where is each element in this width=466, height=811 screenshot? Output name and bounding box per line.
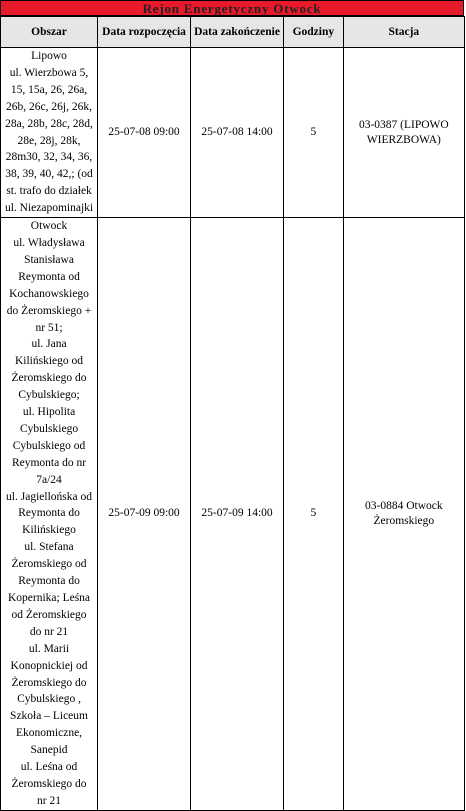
- area-line: ul. Leśna od: [20, 761, 78, 774]
- area-line: 7a/24: [36, 473, 62, 486]
- area-line: Kilińskiego od: [14, 355, 84, 368]
- end-date-cell: 25-07-09 14:00: [191, 218, 284, 811]
- header-end-date: Data zakończenie: [191, 17, 284, 48]
- area-line: Otwock: [30, 220, 68, 233]
- area-line: Lipowo: [31, 50, 67, 62]
- header-hours: Godziny: [284, 17, 344, 48]
- station-cell: 03-0387 (LIPOWO WIERZBOWA): [343, 48, 464, 218]
- area-line: Kochanowskiego: [9, 287, 89, 300]
- area-line: st. trafo do działek: [6, 185, 92, 198]
- area-line: Sanepid: [30, 744, 68, 757]
- area-cell: [1, 218, 98, 811]
- area-line: 28a, 28b, 28c, 28d,: [5, 117, 93, 130]
- area-line: 28m30, 32, 34, 36,: [5, 151, 93, 164]
- area-line: ul. Jagiellońska od: [6, 490, 92, 503]
- area-line: nr 21: [37, 794, 61, 807]
- area-line: Reymonta do: [18, 575, 80, 588]
- area-cell: [1, 48, 98, 218]
- area-line: 38, 39, 40, 42,; (od: [5, 168, 93, 181]
- area-line: Cybulskiego: [19, 422, 79, 435]
- area-line: ul. Hipolita: [22, 406, 76, 419]
- header-row: [1, 17, 465, 48]
- area-line: ul. Wierzbowa 5,: [9, 66, 89, 79]
- area-line: Żeromskiego do: [11, 777, 87, 790]
- area-line: Żeromskiego od: [11, 558, 87, 571]
- area-line: nr 51;: [35, 321, 63, 334]
- hours-cell: 5: [284, 218, 344, 811]
- area-line: Reymonta do: [18, 507, 80, 520]
- area-line: Reymonta od: [18, 270, 80, 283]
- header-station: Stacja: [343, 17, 464, 48]
- area-line: Kopernika; Leśna: [7, 592, 91, 604]
- end-date-cell: 25-07-08 14:00: [191, 48, 284, 218]
- start-date-cell: 25-07-08 09:00: [98, 48, 191, 218]
- station-cell: 03-0884 Otwock Żeromskiego: [343, 218, 464, 811]
- area-line: 26b, 26c, 26j, 26k,: [6, 100, 92, 113]
- area-line: Żeromskiego do: [11, 676, 87, 689]
- start-date-cell: 25-07-09 09:00: [98, 218, 191, 811]
- area-line: ul. Władysława: [13, 236, 85, 249]
- area-line: Cybulskiego;: [18, 389, 80, 402]
- area-line: ul. Jana: [31, 338, 67, 351]
- area-line: Konopnickiej od: [10, 659, 88, 672]
- area-line: Ekonomiczne,: [15, 727, 83, 740]
- area-line: od Żeromskiego: [11, 608, 87, 621]
- area-line: Kilińskiego: [22, 524, 76, 537]
- area-line: ul. Marii: [28, 642, 70, 655]
- area-line: Stanisława: [24, 253, 74, 266]
- area-line: Cybulskiego od: [12, 439, 86, 452]
- header-start-date: Data rozpoczęcia: [98, 17, 191, 48]
- area-line: 28e, 28j, 28k,: [17, 134, 81, 147]
- area-line: 15, 15a, 26, 26a,: [10, 83, 88, 96]
- area-line: ul. Niezapominajki: [4, 202, 94, 215]
- area-line: ul. Stefana: [24, 541, 74, 554]
- area-line: Szkoła – Liceum: [10, 710, 88, 723]
- table-row: [1, 48, 465, 218]
- area-line: Reymonta do nr: [11, 456, 87, 469]
- area-line: Cybulskiego ,: [17, 693, 81, 706]
- area-line: do nr 21: [29, 625, 69, 638]
- outage-table: [0, 16, 465, 811]
- area-line: do Żeromskiego +: [6, 304, 92, 317]
- area-line: Żeromskiego do: [11, 372, 87, 385]
- hours-cell: 5: [284, 48, 344, 218]
- region-banner: Rejon Energetyczny Otwock: [0, 0, 464, 16]
- table-row: [1, 218, 465, 811]
- header-area: Obszar: [1, 17, 98, 48]
